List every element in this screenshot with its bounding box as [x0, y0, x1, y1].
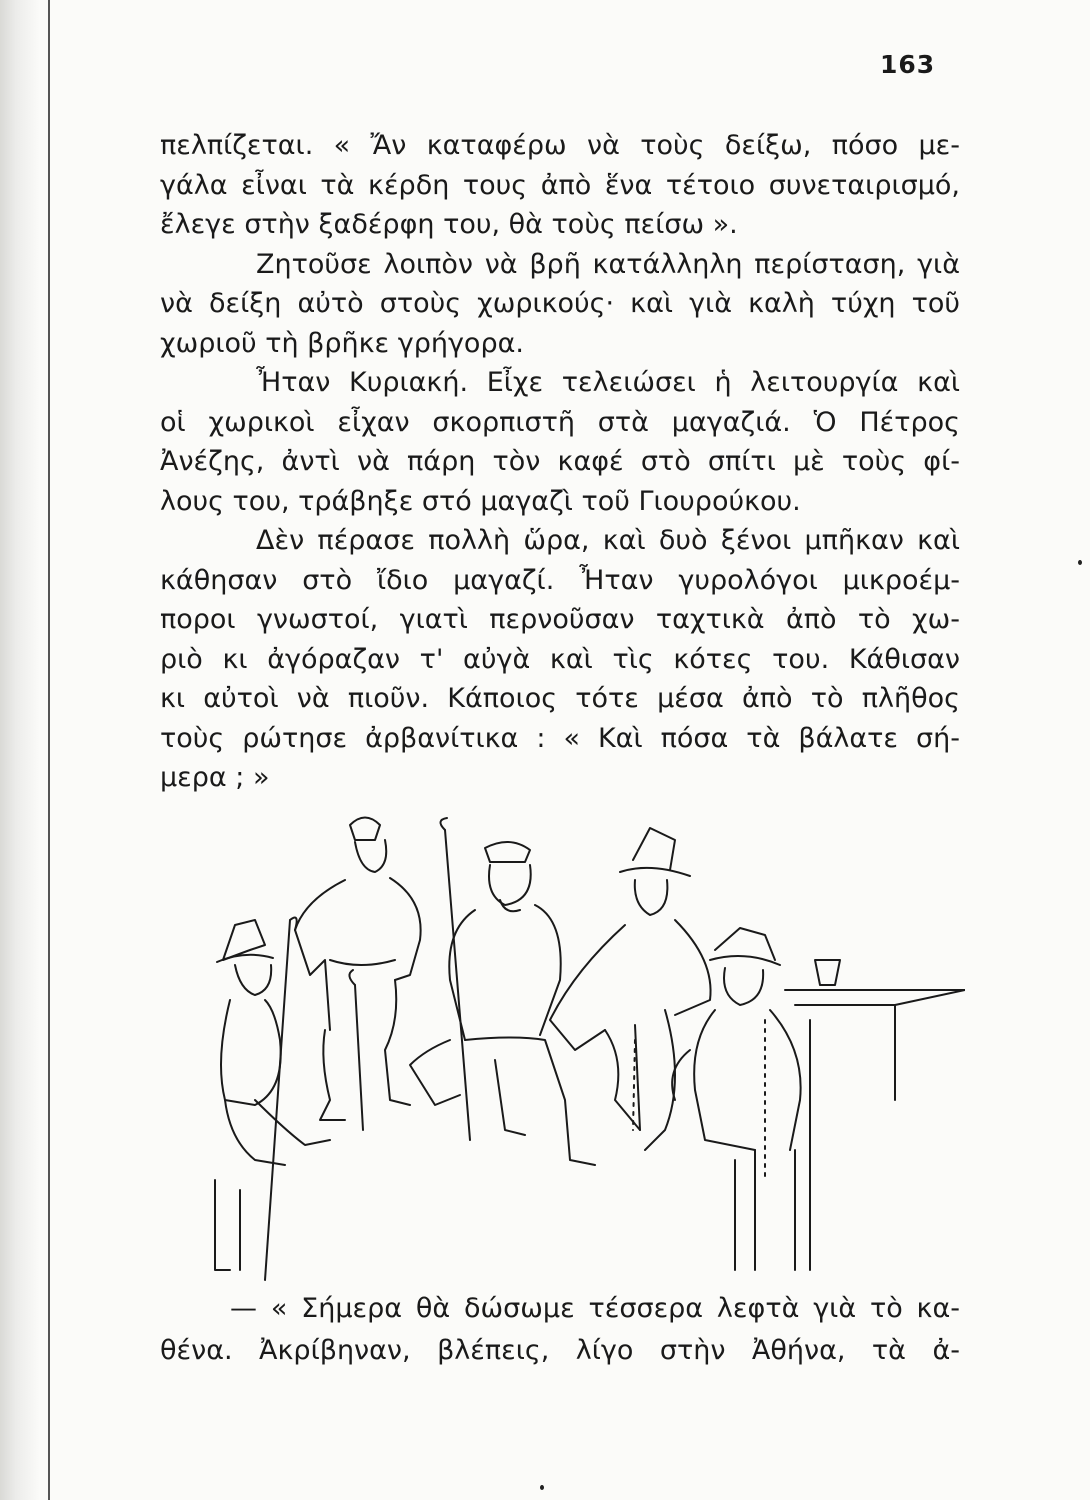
- text-line: — « Σήμερα θὰ δώσωμε τέσσερα λεφτὰ γιὰ τὸ κα-: [230, 1293, 960, 1324]
- text-line: Ζητοῦσε λοιπὸν νὰ βρῆ κατάλληλη περίσταση, γιὰ: [256, 248, 960, 280]
- illustration-villagers-in-cafe: [195, 800, 965, 1290]
- text-line: γάλα εἶναι τὰ κέρδη τους ἀπὸ ἕνα τέτοιο συνεταιρισμό,: [160, 169, 960, 201]
- figure-man-tall-hat: [550, 828, 711, 1150]
- page-number: 163: [880, 50, 936, 79]
- figure-man-hat-at-table: [672, 928, 800, 1270]
- text-line: πελπίζεται. « Ἄν καταφέρω νὰ τοὺς δείξω, πόσο με-: [160, 130, 960, 161]
- text-line: νὰ δείξη αὐτὸ στοὺς χωρικούς· καὶ γιὰ καλὴ τύχη τοῦ: [160, 288, 960, 319]
- figure-standing-man-cap: [295, 818, 421, 1131]
- text-line: κάθησαν στὸ ἴδιο μαγαζί. Ἦταν γυρολόγοι μικροέμ-: [160, 564, 960, 596]
- text-line: τοὺς ρώτησε ἀρβανίτικα : « Καὶ πόσα τὰ βάλατε σή-: [160, 722, 960, 754]
- text-line: οἱ χωρικοὶ εἶχαν σκορπιστῆ στὰ μαγαζιά. Ὁ Πέτρος: [160, 406, 960, 438]
- text-line: μερα ; »: [160, 762, 270, 793]
- cafe-table-with-glass: [785, 960, 965, 1270]
- main-text: [160, 126, 960, 798]
- text-line: ποροι γνωστοί, γιατὶ περνοῦσαν ταχτικὰ ἀπὸ τὸ χω-: [160, 604, 960, 635]
- text-line: Ἀνέζης, ἀντὶ νὰ πάρη τὸν καφέ στὸ σπίτι μὲ τοὺς φί-: [160, 446, 960, 477]
- text-line: ριὸ κι ἀγόραζαν τ' αὐγὰ καὶ τὶς κότες του. Κάθισαν: [160, 643, 960, 675]
- text-line: κι αὐτοὶ νὰ πιοῦν. Κάποιος τότε μέσα ἀπὸ τὸ πλῆθος: [160, 683, 960, 714]
- text-line: Δὲν πέρασε πολλὴ ὥρα, καὶ δυὸ ξένοι μπῆκαν καὶ: [256, 525, 960, 556]
- continuation-text: [160, 1288, 960, 1372]
- text-line: Ἦταν Κυριακή. Εἶχε τελειώσει ἡ λειτουργία καὶ: [256, 367, 960, 398]
- page-binding-line: [48, 0, 50, 1500]
- scan-speck: [540, 1485, 544, 1490]
- text-line: θένα. Ἀκρίβηναν, βλέπεις, λίγο στὴν Ἀθήνα, τὰ ἀ-: [160, 1335, 960, 1366]
- text-line: χωριοῦ τὴ βρῆκε γρήγορα.: [160, 327, 524, 359]
- scan-speck: [1078, 560, 1082, 565]
- text-line: ἔλεγε στὴν ξαδέρφη του, θὰ τοὺς πείσω ».: [160, 209, 738, 240]
- text-line: λους του, τράβηξε στό μαγαζὶ τοῦ Γιουρούκου.: [160, 485, 801, 517]
- page-binding-shadow: [0, 0, 40, 1500]
